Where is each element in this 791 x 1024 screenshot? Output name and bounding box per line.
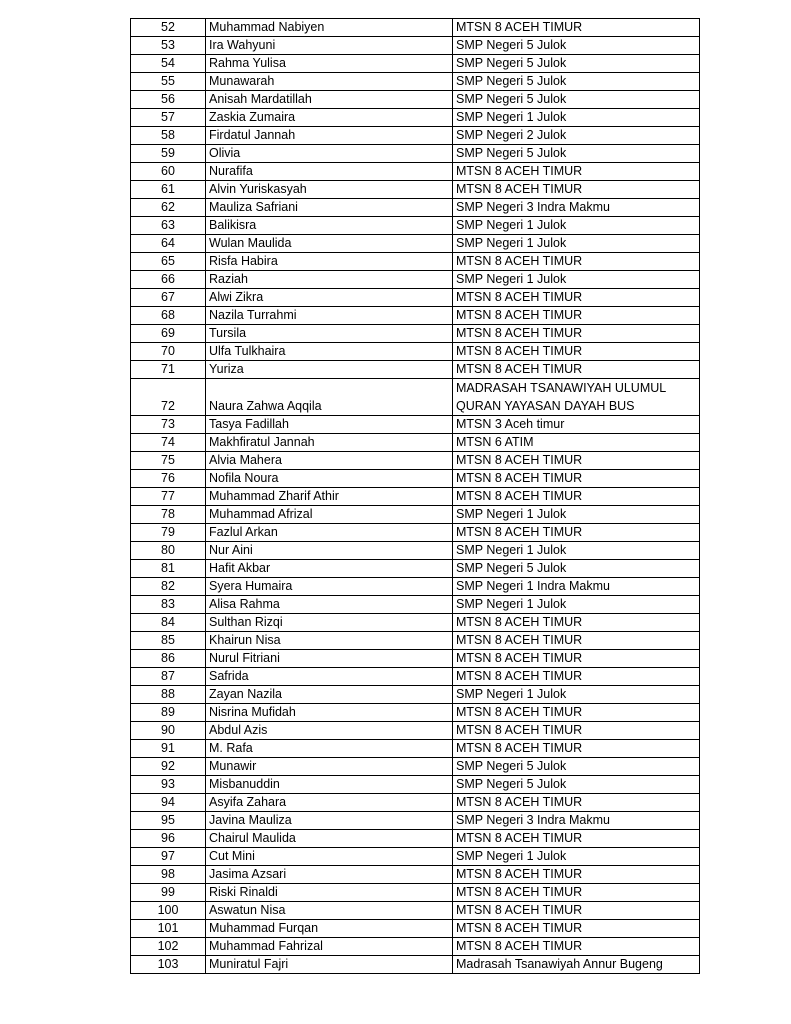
student-name-cell: Abdul Azis: [206, 722, 453, 740]
school-name-cell: MTSN 8 ACEH TIMUR: [453, 614, 700, 632]
row-number-cell: 53: [131, 37, 206, 55]
school-name-cell: MTSN 8 ACEH TIMUR: [453, 325, 700, 343]
school-name-cell: MTSN 8 ACEH TIMUR: [453, 740, 700, 758]
table-row: [131, 199, 700, 217]
student-name-cell: Muhammad Fahrizal: [206, 938, 453, 956]
school-name-cell: SMP Negeri 1 Indra Makmu: [453, 578, 700, 596]
row-number-cell: 80: [131, 542, 206, 560]
school-name-cell: MTSN 8 ACEH TIMUR: [453, 884, 700, 902]
row-number-cell: 93: [131, 776, 206, 794]
row-number-cell: 63: [131, 217, 206, 235]
student-name-cell: Ira Wahyuni: [206, 37, 453, 55]
table-row: [131, 650, 700, 668]
student-name-cell: Syera Humaira: [206, 578, 453, 596]
school-name-cell: SMP Negeri 1 Julok: [453, 848, 700, 866]
row-number-cell: 64: [131, 235, 206, 253]
student-name-cell: Khairun Nisa: [206, 632, 453, 650]
row-number-cell: 92: [131, 758, 206, 776]
row-number-cell: 82: [131, 578, 206, 596]
school-name-cell: MTSN 8 ACEH TIMUR: [453, 19, 700, 37]
school-name-cell: MTSN 8 ACEH TIMUR: [453, 163, 700, 181]
row-number-cell: 71: [131, 361, 206, 379]
row-number-cell: 74: [131, 434, 206, 452]
student-name-cell: Nur Aini: [206, 542, 453, 560]
school-name-cell: MTSN 8 ACEH TIMUR: [453, 343, 700, 361]
student-name-cell: Nurul Fitriani: [206, 650, 453, 668]
row-number-cell: 66: [131, 271, 206, 289]
student-name-cell: Zayan Nazila: [206, 686, 453, 704]
table-row: [131, 271, 700, 289]
table-row: [131, 722, 700, 740]
table-row: [131, 938, 700, 956]
school-name-cell: SMP Negeri 1 Julok: [453, 542, 700, 560]
row-number-cell: 57: [131, 109, 206, 127]
table-row: [131, 163, 700, 181]
table-row: [131, 470, 700, 488]
school-name-cell: SMP Negeri 5 Julok: [453, 37, 700, 55]
school-name-cell: SMP Negeri 1 Julok: [453, 271, 700, 289]
school-name-cell: Madrasah Tsanawiyah Annur Bugeng: [453, 956, 700, 974]
row-number-cell: 99: [131, 884, 206, 902]
table-row: [131, 289, 700, 307]
student-name-cell: Naura Zahwa Aqqila: [206, 379, 453, 416]
table-row: [131, 776, 700, 794]
student-name-cell: Aswatun Nisa: [206, 902, 453, 920]
school-name-cell: MTSN 8 ACEH TIMUR: [453, 632, 700, 650]
student-name-cell: Muhammad Furqan: [206, 920, 453, 938]
row-number-cell: 87: [131, 668, 206, 686]
table-row: [131, 181, 700, 199]
row-number-cell: 102: [131, 938, 206, 956]
student-name-cell: Makhfiratul Jannah: [206, 434, 453, 452]
table-row: [131, 866, 700, 884]
school-name-cell: MADRASAH TSANAWIYAH ULUMUL QURAN YAYASAN DAYAH BUS: [453, 379, 700, 416]
student-name-cell: Asyifa Zahara: [206, 794, 453, 812]
row-number-cell: 52: [131, 19, 206, 37]
table-row: [131, 578, 700, 596]
table-row: [131, 325, 700, 343]
table-row: [131, 416, 700, 434]
table-row: [131, 668, 700, 686]
school-name-cell: MTSN 8 ACEH TIMUR: [453, 470, 700, 488]
table-row: [131, 830, 700, 848]
school-name-cell: MTSN 3 Aceh timur: [453, 416, 700, 434]
table-row: [131, 956, 700, 974]
student-name-cell: Wulan Maulida: [206, 235, 453, 253]
school-name-cell: MTSN 8 ACEH TIMUR: [453, 938, 700, 956]
school-name-cell: SMP Negeri 5 Julok: [453, 55, 700, 73]
table-row: [131, 686, 700, 704]
table-row: [131, 524, 700, 542]
row-number-cell: 90: [131, 722, 206, 740]
student-name-cell: Rahma Yulisa: [206, 55, 453, 73]
participant-table-body: [131, 19, 700, 974]
row-number-cell: 61: [131, 181, 206, 199]
row-number-cell: 91: [131, 740, 206, 758]
table-row: [131, 434, 700, 452]
school-name-cell: SMP Negeri 1 Julok: [453, 506, 700, 524]
row-number-cell: 81: [131, 560, 206, 578]
row-number-cell: 69: [131, 325, 206, 343]
school-name-cell: MTSN 8 ACEH TIMUR: [453, 830, 700, 848]
student-name-cell: Raziah: [206, 271, 453, 289]
school-name-cell: MTSN 8 ACEH TIMUR: [453, 307, 700, 325]
school-name-cell: SMP Negeri 5 Julok: [453, 145, 700, 163]
row-number-cell: 84: [131, 614, 206, 632]
table-row: [131, 145, 700, 163]
student-name-cell: Muniratul Fajri: [206, 956, 453, 974]
student-name-cell: Zaskia Zumaira: [206, 109, 453, 127]
school-name-cell: SMP Negeri 5 Julok: [453, 73, 700, 91]
school-name-cell: MTSN 8 ACEH TIMUR: [453, 866, 700, 884]
student-name-cell: Nurafifa: [206, 163, 453, 181]
school-name-cell: MTSN 8 ACEH TIMUR: [453, 524, 700, 542]
student-name-cell: Chairul Maulida: [206, 830, 453, 848]
row-number-cell: 68: [131, 307, 206, 325]
school-name-cell: MTSN 8 ACEH TIMUR: [453, 794, 700, 812]
student-name-cell: Tasya Fadillah: [206, 416, 453, 434]
school-name-cell: MTSN 8 ACEH TIMUR: [453, 181, 700, 199]
school-name-cell: MTSN 8 ACEH TIMUR: [453, 722, 700, 740]
school-name-cell: MTSN 8 ACEH TIMUR: [453, 253, 700, 271]
student-name-cell: Tursila: [206, 325, 453, 343]
school-name-cell: MTSN 8 ACEH TIMUR: [453, 289, 700, 307]
student-name-cell: Safrida: [206, 668, 453, 686]
school-name-cell: SMP Negeri 3 Indra Makmu: [453, 812, 700, 830]
student-name-cell: Jasima Azsari: [206, 866, 453, 884]
school-name-cell: SMP Negeri 5 Julok: [453, 758, 700, 776]
row-number-cell: 75: [131, 452, 206, 470]
table-row: [131, 758, 700, 776]
student-name-cell: Firdatul Jannah: [206, 127, 453, 145]
row-number-cell: 58: [131, 127, 206, 145]
student-name-cell: Risfa Habira: [206, 253, 453, 271]
school-name-cell: SMP Negeri 2 Julok: [453, 127, 700, 145]
student-name-cell: Alvia Mahera: [206, 452, 453, 470]
school-name-cell: SMP Negeri 1 Julok: [453, 235, 700, 253]
table-row: [131, 55, 700, 73]
student-name-cell: Nazila Turrahmi: [206, 307, 453, 325]
table-row: [131, 307, 700, 325]
table-row: [131, 91, 700, 109]
student-name-cell: Hafit Akbar: [206, 560, 453, 578]
row-number-cell: 103: [131, 956, 206, 974]
row-number-cell: 79: [131, 524, 206, 542]
row-number-cell: 89: [131, 704, 206, 722]
table-row: [131, 379, 700, 416]
student-name-cell: Misbanuddin: [206, 776, 453, 794]
table-row: [131, 812, 700, 830]
row-number-cell: 70: [131, 343, 206, 361]
school-name-cell: MTSN 8 ACEH TIMUR: [453, 452, 700, 470]
table-row: [131, 19, 700, 37]
table-row: [131, 37, 700, 55]
student-name-cell: Fazlul Arkan: [206, 524, 453, 542]
school-name-cell: SMP Negeri 1 Julok: [453, 109, 700, 127]
student-name-cell: Yuriza: [206, 361, 453, 379]
row-number-cell: 101: [131, 920, 206, 938]
table-row: [131, 704, 700, 722]
row-number-cell: 65: [131, 253, 206, 271]
student-name-cell: Sulthan Rizqi: [206, 614, 453, 632]
row-number-cell: 72: [131, 379, 206, 416]
table-row: [131, 902, 700, 920]
table-row: [131, 920, 700, 938]
table-row: [131, 488, 700, 506]
school-name-cell: MTSN 8 ACEH TIMUR: [453, 668, 700, 686]
table-row: [131, 884, 700, 902]
table-row: [131, 127, 700, 145]
table-row: [131, 794, 700, 812]
school-name-cell: MTSN 8 ACEH TIMUR: [453, 920, 700, 938]
student-name-cell: Muhammad Nabiyen: [206, 19, 453, 37]
row-number-cell: 62: [131, 199, 206, 217]
student-name-cell: Ulfa Tulkhaira: [206, 343, 453, 361]
table-row: [131, 253, 700, 271]
school-name-cell: MTSN 8 ACEH TIMUR: [453, 704, 700, 722]
row-number-cell: 97: [131, 848, 206, 866]
row-number-cell: 96: [131, 830, 206, 848]
school-name-cell: SMP Negeri 1 Julok: [453, 686, 700, 704]
student-name-cell: Mauliza Safriani: [206, 199, 453, 217]
row-number-cell: 98: [131, 866, 206, 884]
student-name-cell: Cut Mini: [206, 848, 453, 866]
row-number-cell: 78: [131, 506, 206, 524]
school-name-cell: SMP Negeri 3 Indra Makmu: [453, 199, 700, 217]
student-name-cell: Muhammad Zharif Athir: [206, 488, 453, 506]
student-name-cell: Javina Mauliza: [206, 812, 453, 830]
school-name-cell: MTSN 8 ACEH TIMUR: [453, 488, 700, 506]
table-row: [131, 848, 700, 866]
row-number-cell: 56: [131, 91, 206, 109]
row-number-cell: 77: [131, 488, 206, 506]
student-name-cell: Nofila Noura: [206, 470, 453, 488]
student-name-cell: M. Rafa: [206, 740, 453, 758]
school-name-cell: SMP Negeri 5 Julok: [453, 91, 700, 109]
school-name-cell: MTSN 8 ACEH TIMUR: [453, 650, 700, 668]
row-number-cell: 76: [131, 470, 206, 488]
student-name-cell: Anisah Mardatillah: [206, 91, 453, 109]
row-number-cell: 85: [131, 632, 206, 650]
row-number-cell: 94: [131, 794, 206, 812]
row-number-cell: 83: [131, 596, 206, 614]
table-row: [131, 614, 700, 632]
school-name-cell: MTSN 8 ACEH TIMUR: [453, 361, 700, 379]
row-number-cell: 86: [131, 650, 206, 668]
table-row: [131, 452, 700, 470]
table-row: [131, 560, 700, 578]
school-name-cell: SMP Negeri 1 Julok: [453, 596, 700, 614]
table-row: [131, 343, 700, 361]
row-number-cell: 67: [131, 289, 206, 307]
table-row: [131, 542, 700, 560]
student-name-cell: Alwi Zikra: [206, 289, 453, 307]
table-row: [131, 235, 700, 253]
student-name-cell: Munawarah: [206, 73, 453, 91]
table-row: [131, 73, 700, 91]
student-name-cell: Alisa Rahma: [206, 596, 453, 614]
student-name-cell: Balikisra: [206, 217, 453, 235]
school-name-cell: MTSN 8 ACEH TIMUR: [453, 902, 700, 920]
student-name-cell: Nisrina Mufidah: [206, 704, 453, 722]
table-row: [131, 596, 700, 614]
student-name-cell: Olivia: [206, 145, 453, 163]
school-name-cell: SMP Negeri 5 Julok: [453, 560, 700, 578]
row-number-cell: 59: [131, 145, 206, 163]
student-name-cell: Riski Rinaldi: [206, 884, 453, 902]
table-row: [131, 109, 700, 127]
row-number-cell: 60: [131, 163, 206, 181]
table-row: [131, 740, 700, 758]
student-name-cell: Munawir: [206, 758, 453, 776]
row-number-cell: 88: [131, 686, 206, 704]
table-row: [131, 217, 700, 235]
row-number-cell: 95: [131, 812, 206, 830]
student-name-cell: Alvin Yuriskasyah: [206, 181, 453, 199]
row-number-cell: 73: [131, 416, 206, 434]
school-name-cell: MTSN 6 ATIM: [453, 434, 700, 452]
student-name-cell: Muhammad Afrizal: [206, 506, 453, 524]
participant-table: [130, 18, 700, 974]
table-row: [131, 506, 700, 524]
school-name-cell: SMP Negeri 1 Julok: [453, 217, 700, 235]
table-row: [131, 361, 700, 379]
row-number-cell: 54: [131, 55, 206, 73]
row-number-cell: 55: [131, 73, 206, 91]
row-number-cell: 100: [131, 902, 206, 920]
table-row: [131, 632, 700, 650]
school-name-cell: SMP Negeri 5 Julok: [453, 776, 700, 794]
